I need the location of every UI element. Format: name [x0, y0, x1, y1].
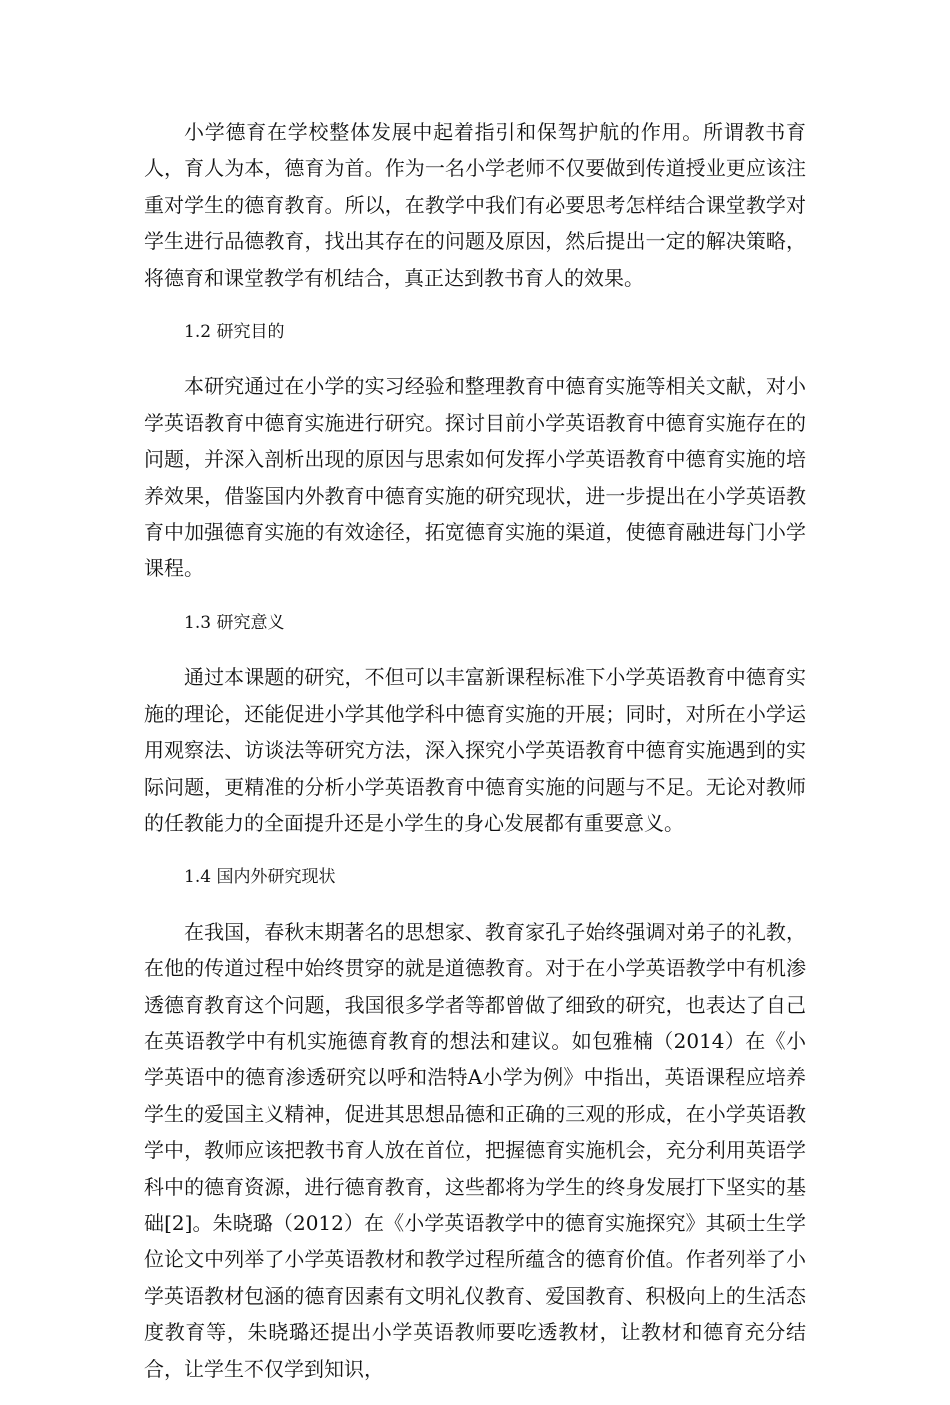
paragraph-research-purpose: 本研究通过在小学的实习经验和整理教育中德育实施等相关文献，对小学英语教育中德育实施进行研究。探讨目前小学英语教育中德育实施存在的问题，并深入剖析出现的原因与思索如何发挥小学英语教育中德育实施的培养效果，借鉴国内外教育中德育实施的研究现状，进一步提出在小学英语教育中加强德育实施的有效途径，拓宽德育实施的渠道，使德育融进每门小学课程。 — [144, 374, 806, 581]
section-heading-1-3: 1.3 研究意义 — [184, 612, 285, 633]
document-body — [144, 114, 806, 1405]
section-heading-1-2: 1.2 研究目的 — [184, 322, 285, 343]
paragraph-intro: 小学德育在学校整体发展中起着指引和保驾护航的作用。所谓教书育人，育人为本，德育为首。作为一名小学老师不仅要做到传道授业更应该注重对学生的德育教育。所以，在教学中我们有必要思考怎样结合课堂教学对学生进行品德教育，找出其存在的问题及原因，然后提出一定的解决策略，将德育和课堂教学有机结合，真正达到教书育人的效果。 — [144, 120, 806, 290]
paragraph-research-significance: 通过本课题的研究，不但可以丰富新课程标准下小学英语教育中德育实施的理论，还能促进小学其他学科中德育实施的开展；同时，对所在小学运用观察法、访谈法等研究方法，深入探究小学英语教育中德育实施遇到的实际问题，更精准的分析小学英语教育中德育实施的问题与不足。无论对教师的任教能力的全面提升还是小学生的身心发展都有重要意义。 — [144, 665, 806, 835]
section-heading-1-4: 1.4 国内外研究现状 — [184, 867, 336, 888]
paragraph-research-status: 在我国，春秋末期著名的思想家、教育家孔子始终强调对弟子的礼教，在他的传道过程中始终贯穿的就是道德教育。对于在小学英语教学中有机渗透德育教育这个问题，我国很多学者等都曾做了细致的研究，也表达了自己在英语教学中有机实施德育教育的想法和建议。如包雅楠（2014）在《小学英语中的德育渗透研究以呼和浩特A小学为例》中指出，英语课程应培养学生的爱国主义精神，促进其思想品德和正确的三观的形成，在小学英语教学中，教师应该把教书育人放在首位，把握德育实施机会，充分利用英语学科中的德育资源，进行德育教育，这些都将为学生的终身发展打下坚实的基础[2]。朱晓璐（2012）在《小学英语教学中的德育实施探究》其硕士生学位论文中列举了小学英语教材和教学过程所蕴含的德育价值。作者列举了小学英语教材包涵的德育因素有文明礼仪教育、爱国教育、积极向上的生活态度教育等，朱晓璐还提出小学英语教师要吃透教材，让教材和德育充分结合，让学生不仅学到知识， — [144, 919, 806, 1381]
